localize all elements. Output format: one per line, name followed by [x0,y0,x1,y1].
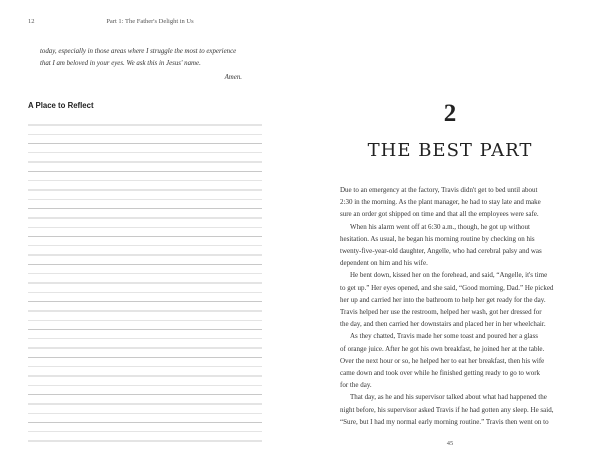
body-line: When his alarm went off at 6:30 a.m., though, he got up without [350,222,530,231]
body-line: came down and took over while he finished getting ready to go to work [340,369,541,378]
body-line: sure an order got shipped on time and that all the employees were safe. [340,210,539,219]
body-line: dependent on him and his wife. [340,259,428,268]
body-line: her up and carried her into the bathroom to help her get ready for the day. [340,295,546,304]
reflect-heading: A Place to Reflect [28,101,94,110]
body-line: hesitation. As usual, he began his morning routine by checking on his [340,234,535,243]
body-line: night before, his supervisor asked Travis if he had gotten any sleep. He said, [340,405,554,414]
chapter-body [340,184,572,428]
writing-lines [28,116,262,448]
body-line: As they chatted, Travis made her some toast and poured her a glass [350,332,538,341]
body-line: “Sure, but I had my normal early morning routine.” Travis then went on to [340,417,549,426]
body-line: the day, and then carried her downstairs and placed her in her wheelchair. [340,320,546,329]
body-line: That day, as he and his supervisor talked about what had happened the [350,393,547,402]
left-page-number: 12 [28,18,35,25]
body-line: Over the next hour or so, he helped her to eat her breakfast, then his wife [340,356,545,365]
body-line: twenty-five-year-old daughter, Angelle, who had cerebral palsy and was [340,247,542,256]
right-page-number: 45 [446,440,454,447]
body-line: He bent down, kissed her on the forehead, and said, “Angelle, it's time [350,271,548,280]
prayer-text [40,46,262,70]
body-line: 2:30 in the morning. As the plant manager, he had to stay late and make [340,198,541,207]
chapter-title: THE BEST PART [367,140,533,161]
body-line: to get up.” Her eyes opened, and she said, “Good morning, Dad.” He picked [340,283,554,292]
chapter-number: 2 [443,100,457,127]
prayer-line: that I am beloved in your eyes. We ask this in Jesus' name. [40,60,201,67]
running-head: Part 1: The Father's Delight in Us [106,18,194,25]
right-page [300,0,600,464]
body-line: Due to an emergency at the factory, Travis didn't get to bed until about [340,186,538,194]
body-line: of orange juice. After he got his own breakfast, he joined her at the table. [340,344,545,353]
amen-signoff: Amen. [224,74,242,81]
body-line: Travis helped her use the restroom, helped her wash, got her dressed for [340,308,542,317]
body-line: for the day. [340,381,372,390]
prayer-line: today, especially in those areas where I struggle the most to experience [40,48,237,55]
